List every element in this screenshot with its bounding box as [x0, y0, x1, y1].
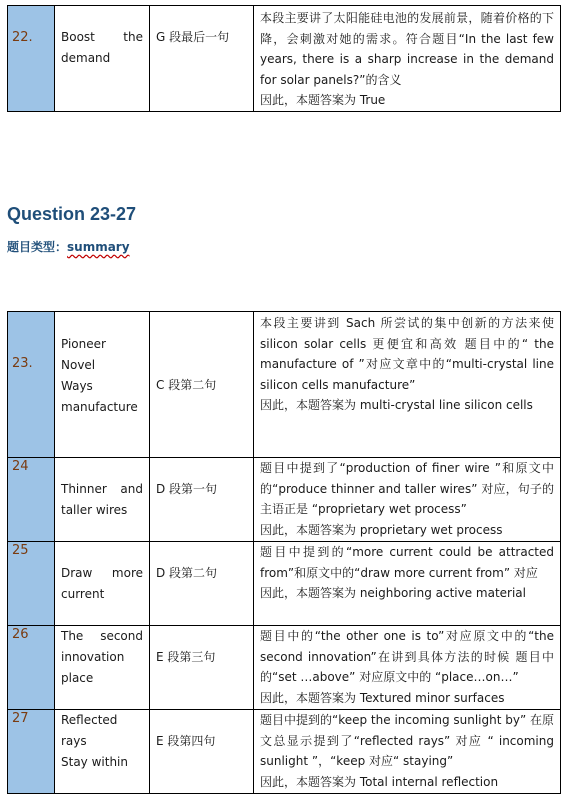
keywords-cell — [55, 312, 150, 458]
table-row — [8, 542, 561, 626]
question-22-table — [7, 5, 561, 112]
analysis-text: 题目中提到的“keep the incoming sunlight by” 在原文总显示提到了“reflected rays” 对应 “ incoming sunlight ”，“keep 对应“ staying” — [260, 713, 555, 768]
location: C 段第二句 — [156, 378, 217, 392]
location-cell — [150, 542, 254, 626]
keyword: Novel — [61, 358, 96, 372]
question-number-cell — [8, 542, 55, 626]
keyword: demand — [61, 51, 111, 65]
location: D 段第一句 — [156, 482, 218, 496]
location: E 段第四句 — [156, 734, 216, 748]
question-number: 26 — [12, 627, 29, 642]
keyword: Ways — [61, 379, 93, 393]
analysis-text: 本段主要讲了太阳能硅电池的发展前景，随着价格的下降，会刺激对她的需求。符合题目“In the last few years, there is a sharp increase in the demand for solar panels?”的含义 — [260, 11, 554, 87]
analysis-cell — [254, 312, 561, 458]
table-row — [8, 626, 561, 710]
question-number-cell — [8, 710, 55, 794]
location: D 段第二句 — [156, 566, 218, 580]
question-number: 22. — [12, 30, 33, 45]
table-row — [8, 710, 561, 794]
question-number: 25 — [12, 543, 29, 558]
keywords-cell — [55, 626, 150, 710]
location-cell — [150, 312, 254, 458]
table-row — [8, 6, 561, 112]
question-number: 24 — [12, 459, 29, 474]
answer-text: 因此，本题答案为 neighboring active material — [260, 586, 526, 600]
section-title: Question 23-27 — [7, 204, 137, 224]
keyword: Stay within — [61, 755, 128, 769]
question-type-value: summary — [67, 240, 130, 254]
keyword: Draw more — [61, 566, 143, 580]
analysis-cell — [254, 626, 561, 710]
keyword: Reflected rays — [61, 713, 118, 748]
keyword: innovation — [61, 650, 125, 664]
keyword: manufacture — [61, 400, 138, 414]
keyword: current — [61, 587, 105, 601]
analysis-cell — [254, 710, 561, 794]
analysis-text: 本段主要讲到 Sach 所尝试的集中创新的方法来使 silicon solar cells 更便宜和高效 题目中的“ the manufacture of ”对应文章中的“multi-crystal line silicon cells manufacture” — [260, 316, 554, 392]
location: E 段第三句 — [156, 650, 216, 664]
keyword: place — [61, 671, 94, 685]
keywords-cell — [55, 6, 150, 112]
keywords-cell — [55, 542, 150, 626]
keyword: Thinner and — [61, 482, 143, 496]
table-row — [8, 458, 561, 542]
question-number: 23. — [12, 356, 33, 371]
answer-text: 因此，本题答案为 proprietary wet process — [260, 522, 503, 537]
analysis-cell — [254, 458, 561, 542]
question-number-cell — [8, 6, 55, 112]
question-number-cell — [8, 458, 55, 542]
keywords-cell — [55, 458, 150, 542]
question-type-label: 题目类型： — [7, 240, 68, 254]
location-cell — [150, 626, 254, 710]
location: G 段最后一句 — [156, 30, 230, 44]
keyword: The second — [61, 629, 143, 643]
analysis-cell — [254, 542, 561, 626]
answer-text: 因此，本题答案为 Total internal reflection — [260, 774, 499, 789]
location-cell — [150, 710, 254, 794]
answer-text: 因此，本题答案为 multi-crystal line silicon cells — [260, 398, 533, 412]
question-number-cell — [8, 312, 55, 458]
keyword: taller wires — [61, 503, 128, 517]
answer-text: 因此，本题答案为 Textured minor surfaces — [260, 690, 505, 705]
location-cell — [150, 6, 254, 112]
table-row — [8, 312, 561, 458]
analysis-text: 题目中提到了“production of finer wire ”和原文中的“produce thinner and taller wires” 对应，句子的主语正是 “proprietary wet process” — [260, 461, 554, 516]
analysis-text: 题目中的“the other one is to”对应原文中的“the second innovation”在讲到具体方法的时候 题目中的“set …above” 对应原文中的 “place…on…” — [260, 629, 554, 684]
analysis-text: 题目中提到的“more current could be attracted from”和原文中的“draw more current from” 对应 — [260, 545, 554, 580]
keyword: Pioneer — [61, 337, 106, 351]
keyword: Boost the — [61, 30, 143, 44]
location-cell — [150, 458, 254, 542]
question-23-27-table — [7, 311, 561, 794]
answer-text: 因此，本题答案为 True — [260, 93, 386, 107]
question-number: 27 — [12, 711, 29, 726]
question-type — [7, 238, 130, 255]
analysis-cell — [254, 6, 561, 112]
keywords-cell — [55, 710, 150, 794]
question-number-cell — [8, 626, 55, 710]
